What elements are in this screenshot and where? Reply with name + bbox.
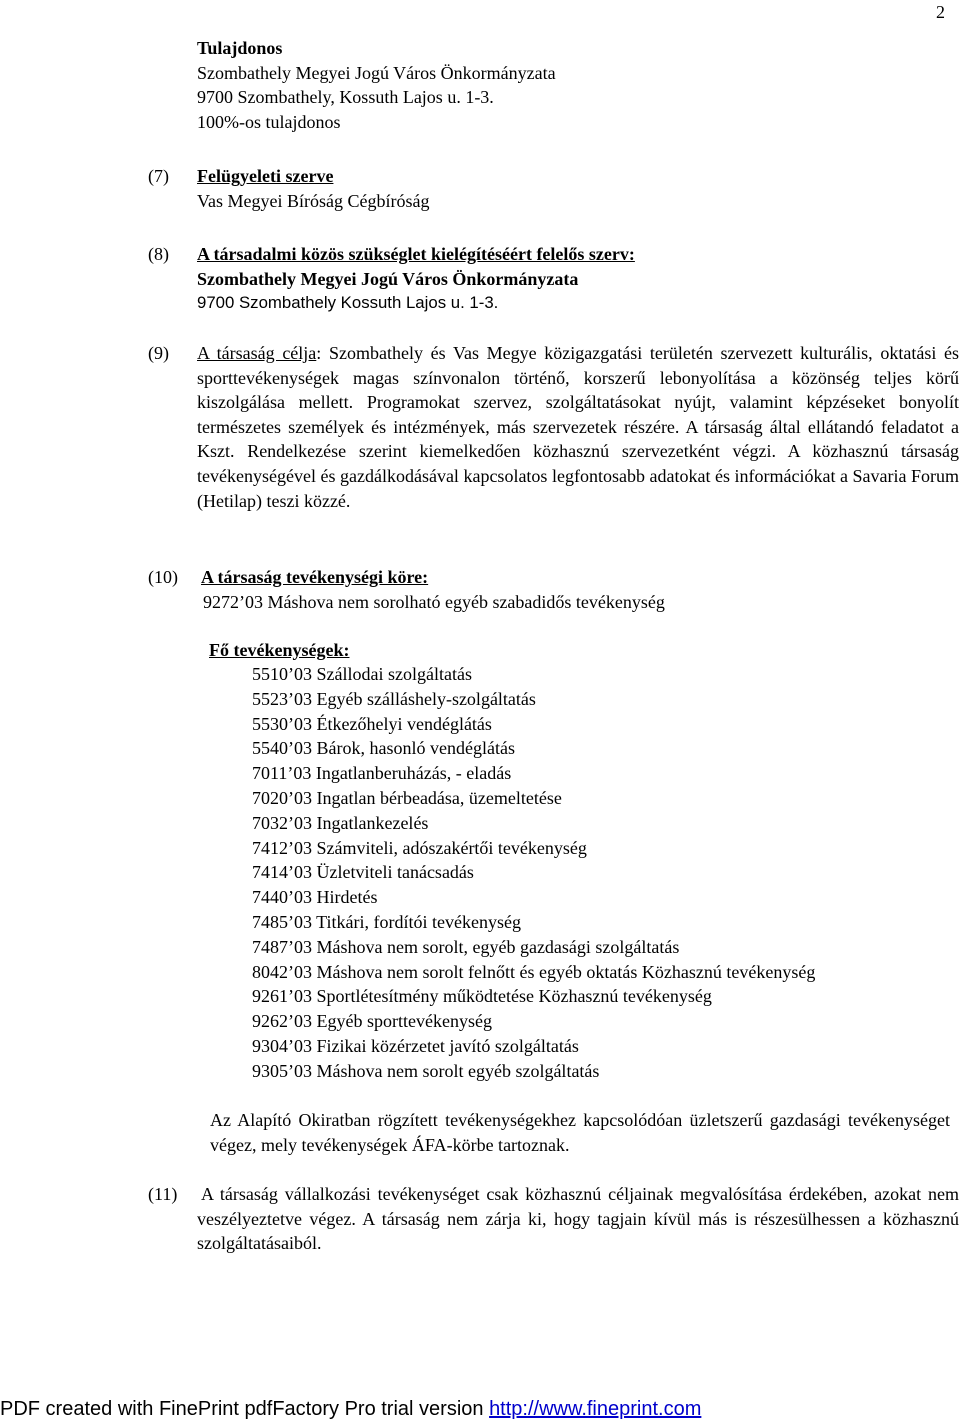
owner-name: Szombathely Megyei Jogú Város Önkormányzata	[197, 62, 556, 83]
activity-item: 7412’03 Számviteli, adószakértői tevékenység	[252, 837, 587, 858]
activity-item: 5530’03 Étkezőhelyi vendéglátás	[252, 713, 492, 734]
activity-item: 7485’03 Titkári, fordítói tevékenység	[252, 911, 521, 932]
section11-paragraph: A társaság vállalkozási tevékenységet csak közhasznú céljainak megvalósítása érdekében, azokat nem veszélyeztetve végez. A társaság nem zárja ki, hogy tagjain kívül más is részesülhessen a közhasznú szolgáltatásaiból.	[197, 1184, 959, 1254]
section10-heading-block	[201, 565, 428, 590]
footer-link[interactable]: http://www.fineprint.com	[489, 1398, 702, 1420]
activity-item: 7440’03 Hirdetés	[252, 887, 378, 908]
owner-heading: Tulajdonos	[197, 38, 283, 58]
activity-item: 7011’03 Ingatlanberuházás, - eladás	[252, 763, 512, 784]
owner-block	[197, 36, 556, 134]
section10-number: (10)	[148, 567, 178, 587]
pdf-footer	[0, 1398, 701, 1421]
section10-main-activity: 9272’03 Máshova nem sorolható egyéb szabadidős tevékenység	[203, 592, 665, 612]
activity-item: 9262’03 Egyéb sporttevékenység	[252, 1011, 492, 1032]
section8-line2: 9700 Szombathely Kossuth Lajos u. 1-3.	[197, 293, 499, 313]
activity-item: 5510’03 Szállodai szolgáltatás	[252, 664, 472, 684]
section10-main-activity-block	[203, 590, 665, 615]
section8-number: (8)	[148, 244, 169, 264]
section7-text: Vas Megyei Bíróság Cégbíróság	[197, 190, 430, 211]
activity-item: 7487’03 Máshova nem sorolt, egyéb gazdasági szolgáltatás	[252, 936, 680, 957]
main-activities-heading: Fő tevékenységek:	[209, 640, 350, 660]
owner-share: 100%-os tulajdonos	[197, 111, 341, 132]
section9-paragraph	[197, 341, 959, 513]
activity-list	[252, 662, 815, 1084]
main-activities-heading-block	[209, 638, 349, 663]
activity-item: 9261’03 Sportlétesítmény működtetése Közhasznú tevékenység	[252, 986, 712, 1007]
section7-heading: Felügyeleti szerve	[197, 166, 334, 186]
section8-block	[197, 242, 635, 316]
section11-number: (11)	[148, 1184, 178, 1204]
page-number: 2	[936, 2, 945, 22]
activity-item: 8042’03 Máshova nem sorolt felnőtt és egyéb oktatás Közhasznú tevékenység	[252, 961, 816, 982]
section7-block	[197, 164, 429, 213]
section7-number: (7)	[148, 166, 169, 186]
section9-number: (9)	[148, 343, 169, 363]
section8-line1: Szombathely Megyei Jogú Város Önkormányzata	[197, 268, 579, 289]
activity-item: 7414’03 Üzletviteli tanácsadás	[252, 862, 474, 883]
section10-heading: A társaság tevékenységi köre:	[201, 567, 429, 587]
section9-colon: :	[316, 343, 322, 363]
activity-item: 5523’03 Egyéb szálláshely-szolgáltatás	[252, 688, 536, 709]
owner-address: 9700 Szombathely, Kossuth Lajos u. 1-3.	[197, 87, 494, 108]
activity-item: 7032’03 Ingatlankezelés	[252, 812, 429, 833]
footer-text: PDF created with FinePrint pdfFactory Pro trial version	[0, 1398, 490, 1420]
activity-item: 5540’03 Bárok, hasonló vendéglátás	[252, 738, 515, 759]
activity-item: 9304’03 Fizikai közérzetet javító szolgáltatás	[252, 1035, 579, 1056]
section9-heading: A társaság célja	[197, 343, 317, 363]
section8-heading: A társadalmi közös szükséglet kielégítéséért felelős szerv:	[197, 244, 635, 264]
activity-item: 9305’03 Máshova nem sorolt egyéb szolgáltatás	[252, 1060, 600, 1081]
section10-note: Az Alapító Okiratban rögzített tevékenységekhez kapcsolódóan üzletszerű gazdasági tevékenységet végez, mely tevékenységek ÁFA-körbe tartoznak.	[210, 1110, 950, 1155]
section9-text: Szombathely és Vas Megye közigazgatási területén szervezett kulturális, oktatási és sporttevékenységek magas színvonalon történő, korszerű lebonyolítása a közönség teljes körű kiszolgálása mellett. Programokat szervez, szolgáltatásokat nyújt, valamint képzéseket bonyolít természetes személyek és intézmények, más szervezetek részére. A társaság által ellátandó feladatot a Kszt. Rendelkezése szerint kiemelkedően közhasznú szervezetként végzi. A közhasznú társaság tevékenységével és gazdálkodásával kapcsolatos legfontosabb adatokat és információkat a Savaria Forum (Hetilap) teszi közzé.	[197, 343, 959, 511]
activity-item: 7020’03 Ingatlan bérbeadása, üzemeltetése	[252, 787, 562, 808]
